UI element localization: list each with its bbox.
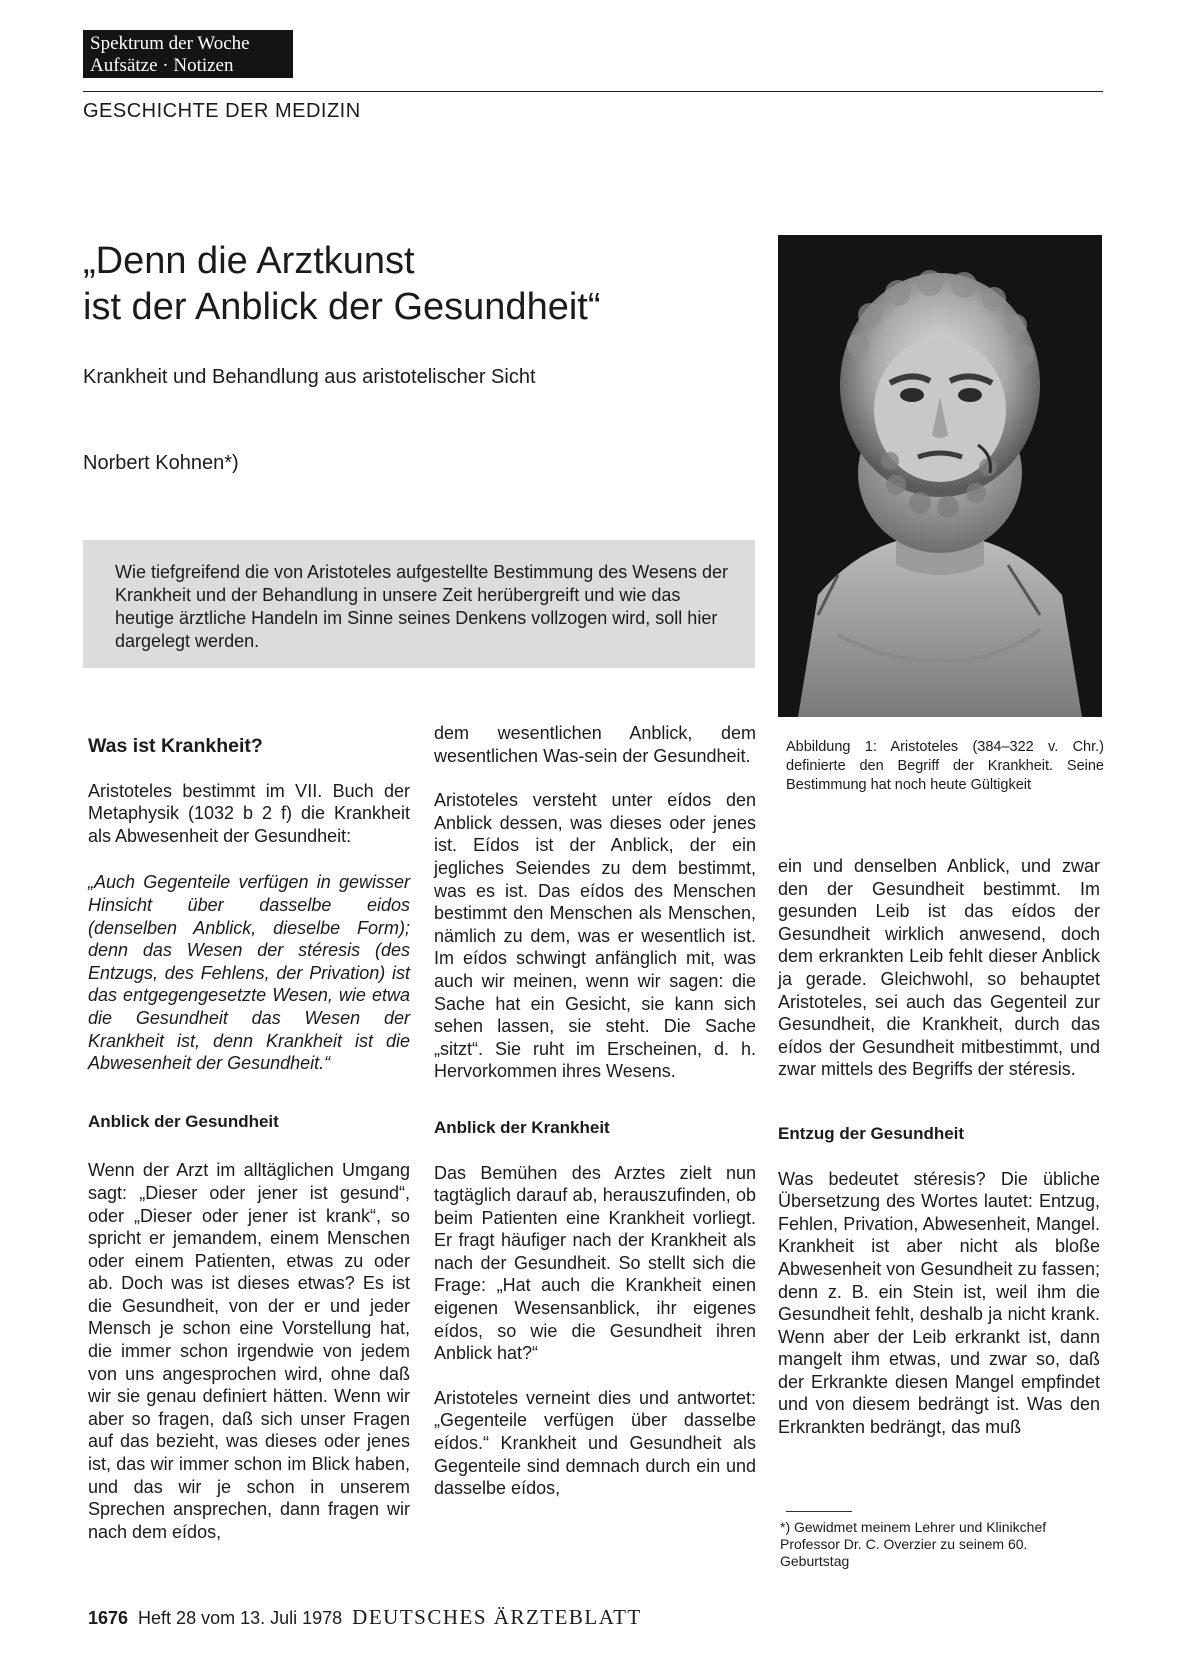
issue-info: Heft 28 vom 13. Juli 1978 [138, 1608, 343, 1628]
article-subtitle: Krankheit und Behandlung aus aristotelischer Sicht [83, 366, 536, 388]
footnote [780, 1519, 1100, 1570]
footnote-rule [786, 1511, 852, 1512]
publication-name: DEUTSCHES ÄRZTEBLATT [352, 1605, 642, 1629]
article-title [83, 238, 723, 330]
heading-entzug-der-gesundheit: Entzug der Gesundheit [778, 1123, 965, 1143]
footnote-text: *) Gewidmet meinem Lehrer und Klinikchef Professor Dr. C. Overzier zu seinem 60. Geburtstag [780, 1519, 1047, 1569]
heading-anblick-der-krankheit: Anblick der Krankheit [434, 1117, 610, 1137]
heading-was-ist-krankheit: Was ist Krankheit? [88, 735, 263, 757]
paragraph: Wenn der Arzt im alltäglichen Umgang sagt: „Dieser oder jener ist gesund“, oder „Dieser oder jener ist krank“, so spricht er jemandem, einem Menschen oder einem Patienten, etwas zu oder ab. Doch was ist dieses etwas? Es ist die Gesundheit, von der er und jeder Mensch je schon eine Vorstellung hat, die immer schon irgendwie von jedem von uns angesprochen wird, ohne daß wir sie genau definiert hätten. Wenn wir aber so fragen, daß sich unser Fragen auf das bezieht, was dieses oder jenes ist, das wir immer schon im Blick haben, und das wir je schon in unserem Sprechen ansprechen, dann fragen wir nach dem eídos, [88, 1160, 410, 1542]
paragraph: dem wesentlichen Anblick, dem wesentlichen Was-sein der Gesundheit. [434, 723, 756, 766]
header-rule [83, 91, 1103, 92]
column-2 [434, 722, 756, 1500]
column-1 [88, 735, 410, 1543]
aristotle-quote: „Auch Gegenteile verfügen in gewisser Hinsicht über dasselbe eidos (denselben Anblick, dieselbe Form); denn das Wesen der stéresis (des Entzugs, des Fehlens, der Privation) ist das entgegengesetzte Wesen, wie etwa die Gesundheit das Wesen der Krankheit ist, denn Krankheit ist die Abwesenheit der Gesundheit.“ [88, 872, 410, 1074]
paragraph: Was bedeutet stéresis? Die übliche Übersetzung des Wortes lautet: Entzug, Fehlen, Privation, Abwesenheit, Mangel. Krankheit ist aber nicht als bloße Abwesenheit von Gesundheit zu fassen; denn z. B. ein Stein ist, weil ihm die Gesundheit fehlt, deshalb ja nicht krank. Wenn aber der Leib erkrankt ist, dann mangelt ihm etwas, und zwar so, daß der Erkrankte diesen Mangel empfindet und von diesem bedrängt ist. Was den Erkrankten bedrängt, das muß [778, 1168, 1100, 1438]
paragraph: Aristoteles bestimmt im VII. Buch der Metaphysik (1032 b 2 f) die Krankheit als Abwesenheit der Gesundheit: [88, 780, 410, 846]
page-footer [88, 1605, 642, 1630]
section-title: GESCHICHTE DER MEDIZIN [83, 100, 361, 122]
section-badge [83, 30, 293, 78]
paragraph: ein und denselben Anblick, und zwar den der Gesundheit bestimmt. Im gesunden Leib ist das eídos der Gesundheit wirklich anwesend, doch dem erkrankten Leib fehlt dieser Anblick ja gerade. Gleichwohl, so behauptet Aristoteles, sei auch das Gegenteil zur Gesundheit, die Krankheit, durch das eídos der Gesundheit mitbestimmt, und zwar mittels des Begriffs der stéresis. [778, 856, 1100, 1080]
paragraph: Das Bemühen des Arztes zielt nun tagtäglich darauf ab, herauszufinden, ob beim Patienten eine Krankheit vorliegt. Er fragt häufiger nach der Krankheit als nach der Gesundheit. So stellt sich die Frage: „Hat auch die Krankheit einen eigenen Wesensanblick, ihr eigenes eídos, so wie die Gesundheit ihren Anblick hat?“ [434, 1162, 756, 1364]
page-number: 1676 [88, 1608, 129, 1628]
title-line-2: ist der Anblick der Gesundheit“ [83, 286, 601, 328]
heading-anblick-der-gesundheit: Anblick der Gesundheit [88, 1111, 279, 1131]
badge-line-2: Aufsätze · Notizen [90, 55, 234, 76]
aristotle-portrait [778, 235, 1102, 717]
badge-line-1: Spektrum der Woche [90, 33, 250, 54]
paragraph: Aristoteles verneint dies und antwortet: „Gegenteile verfügen über dasselbe eídos.“ Krankheit und Gesundheit als Gegenteile sind demnach durch ein und dasselbe eídos, [434, 1387, 756, 1499]
column-3 [778, 855, 1100, 1439]
article-author: Norbert Kohnen*) [83, 452, 239, 474]
article-abstract: Wie tiefgreifend die von Aristoteles aufgestellte Bestimmung des Wesens der Krankheit und der Behandlung in unsere Zeit herübergreift und wie das heutige ärztliche Handeln im Sinne seines Denkens vollzogen wird, soll hier dargelegt werden. [83, 540, 755, 668]
figure-caption: Abbildung 1: Aristoteles (384–322 v. Chr.) definierte den Begriff der Krankheit. Seine Bestimmung hat noch heute Gültigkeit [786, 739, 1104, 793]
paragraph: Aristoteles versteht unter eídos den Anblick dessen, was dieses oder jenes ist. Eídos ist der Anblick, der ein jegliches Seiendes zu dem bestimmt, was es ist. Das eídos des Menschen bestimmt den Menschen als Menschen, nämlich zu dem, was er wesentlich ist. Im eídos schwingt anfänglich mit, was auch wir meinen, wenn wir sagen: die Sache hat ein Gesicht, sie kann sich sehen lassen, sie steht. Die Sache „sitzt“. Sie ruht im Erscheinen, d. h. Hervorkommen ihres Wesens. [434, 790, 756, 1082]
title-line-1: „Denn die Arztkunst [83, 240, 415, 282]
